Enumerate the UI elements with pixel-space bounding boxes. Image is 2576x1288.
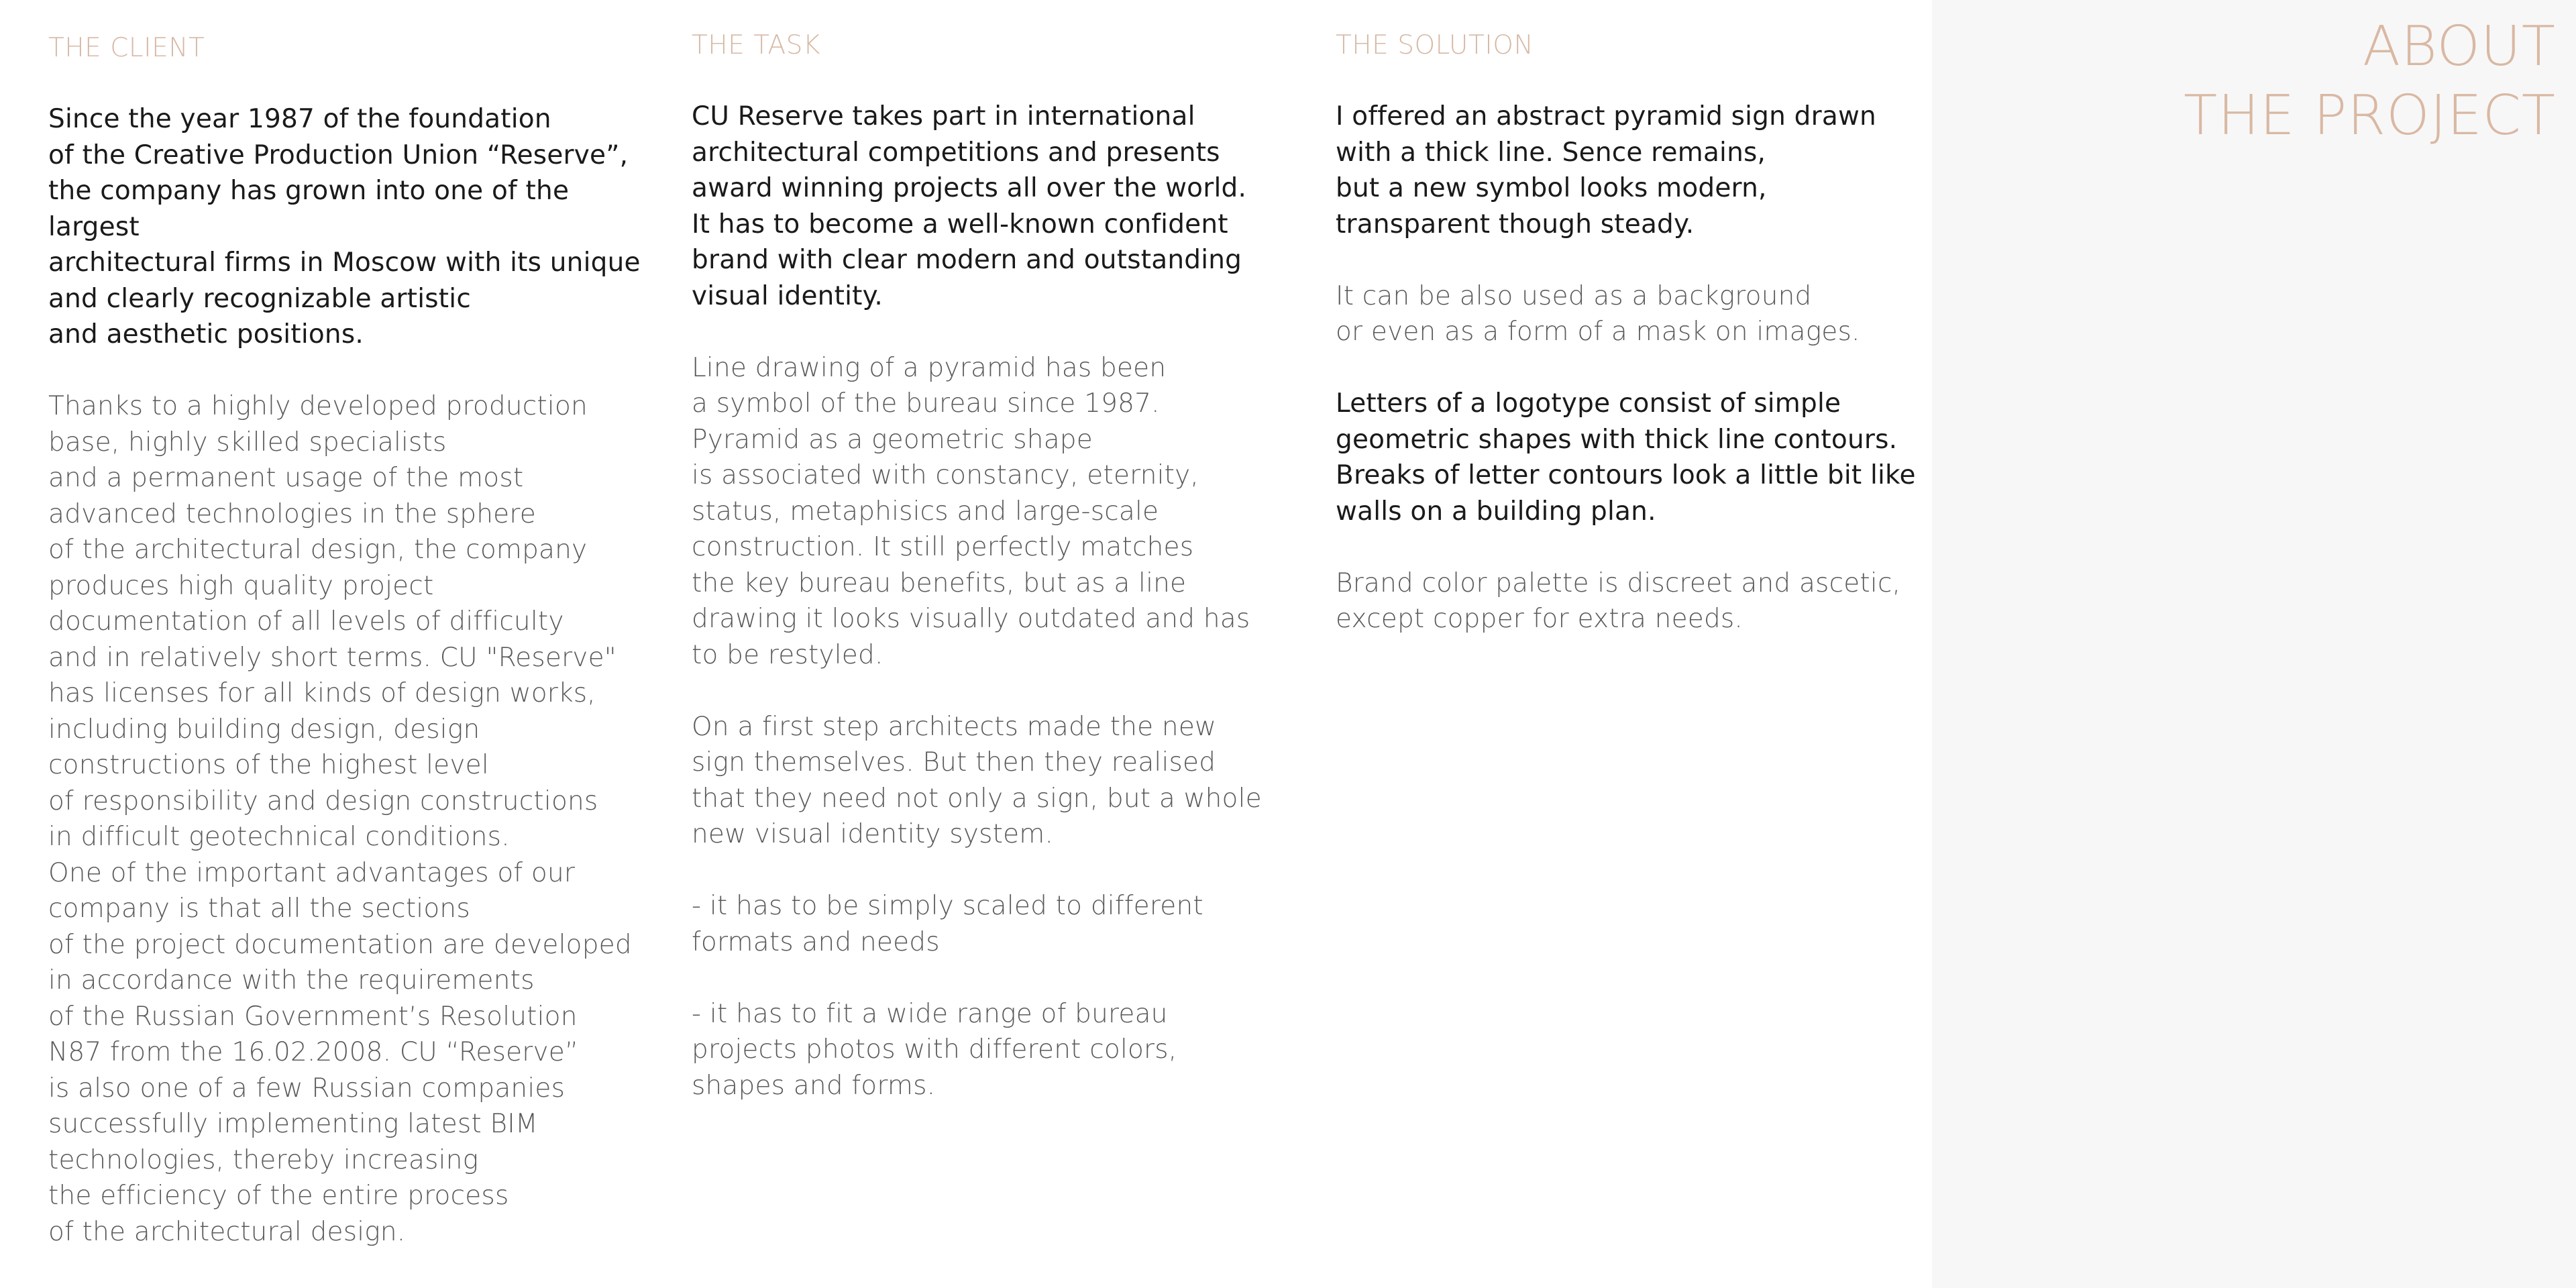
solution-body: [1336, 99, 1939, 673]
task-paragraph: Line drawing of a pyramid has been a symbol of the bureau since 1987. Pyramid as a geometric shape is associated with constancy, eternity, status, metaphisics and large-scale construction. It still perfectly matches the key bureau benefits, but as a line drawing it looks visually outdated and has to be restyled.: [692, 352, 1250, 670]
task-paragraph: CU Reserve takes part in international architectural competitions and presents award winning projects all over the world. It has to become a well-known confident brand with clear modern and outstanding visual identity.: [692, 101, 1247, 311]
page-title: [2184, 12, 2556, 150]
task-body: [692, 99, 1295, 1140]
solution-paragraph: I offered an abstract pyramid sign drawn with a thick line. Sence remains, but a new symbol looks modern, transparent though steady.: [1336, 101, 1876, 239]
task-heading: THE TASK: [692, 30, 820, 60]
client-paragraph: Since the year 1987 of the foundation of the Creative Production Union “Reserve”, the company has grown into one of the largest architectural firms in Moscow with its unique and clearly recognizable artistic and aesthetic positions.: [48, 104, 641, 350]
client-body: [48, 101, 652, 1286]
page-title-line-2: THE PROJECT: [2184, 84, 2556, 148]
task-list-item: - it has to be simply scaled to different formats and needs: [692, 891, 1203, 957]
solution-heading: THE SOLUTION: [1336, 30, 1534, 60]
task-list-item: - it has to fit a wide range of bureau projects photos with different colors, shapes and forms.: [692, 998, 1177, 1101]
solution-paragraph: Brand color palette is discreet and ascetic, except copper for extra needs.: [1336, 568, 1901, 634]
client-paragraph: Thanks to a highly developed production base, highly skilled specialists and a permanent usage of the most advanced technologies in the sphere of the architectural design, the company produces high quality project documentation of all levels of difficulty and in relatively short terms. CU "Reserve" has licenses for all kinds of design works, including building design, design constructions of the highest level of responsibility and design constructions in difficult geotechnical conditions. One of the important advantages of our company is that all the sections of the project documentation are developed in accordance with the requirements of the Russian Government’s Resolution N87 from the 16.02.2008. CU “Reserve” is also one of a few Russian companies successfully implementing latest BIM technologies, thereby increasing the efficiency of the entire process of the architectural design.: [48, 391, 632, 1247]
client-heading: THE CLIENT: [48, 33, 205, 63]
page-title-line-1: ABOUT: [2363, 15, 2556, 78]
side-panel: [1932, 0, 2576, 1288]
solution-paragraph: It can be also used as a background or even as a form of a mask on images.: [1336, 280, 1860, 347]
task-paragraph: On a first step architects made the new sign themselves. But then they realised that they need not only a sign, but a whole new visual identity system.: [692, 711, 1262, 849]
solution-paragraph: Letters of a logotype consist of simple geometric shapes with thick line contours. Breaks of letter contours look a little bit like walls on a building plan.: [1336, 388, 1916, 527]
